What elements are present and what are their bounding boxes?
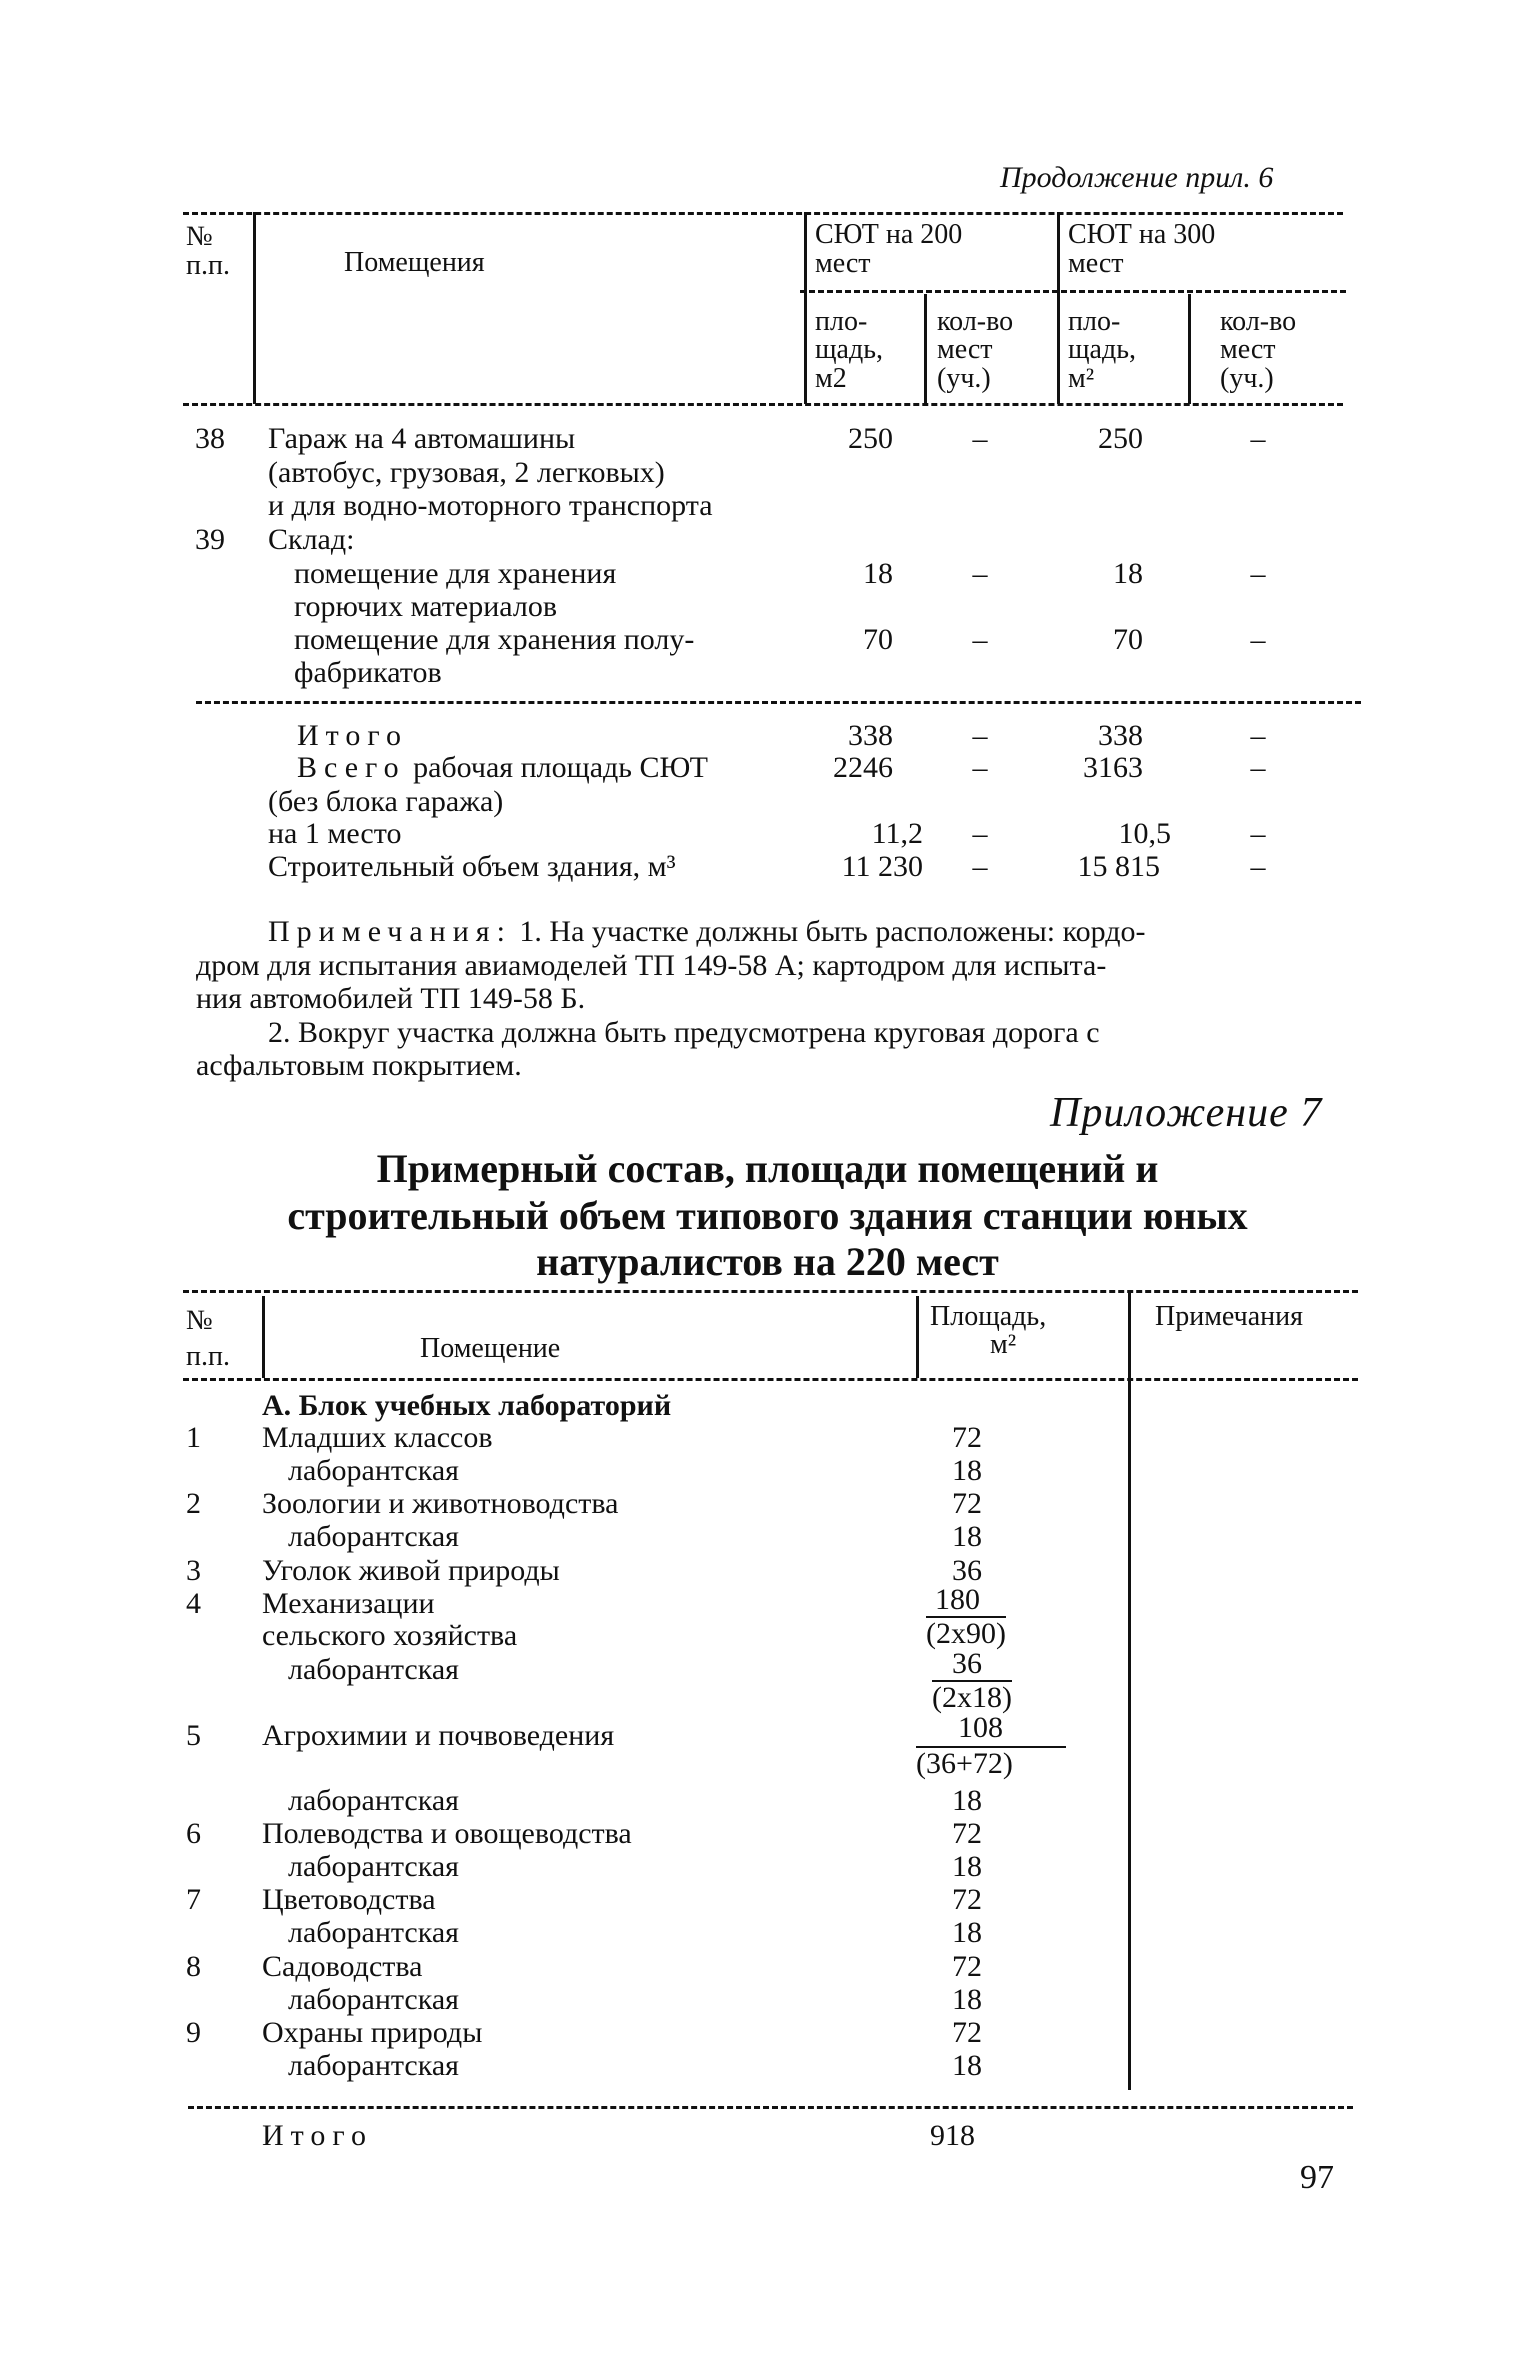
table1-header-seats300-3: (уч.) bbox=[1220, 363, 1274, 394]
table1-row-num: 38 bbox=[195, 422, 225, 455]
table2-row-name: Младших классов bbox=[262, 1421, 493, 1454]
table2-row-area: 18 bbox=[952, 1520, 982, 1553]
table1-total-seats200: – bbox=[972, 719, 988, 752]
notes-line: Примечания: 1. На участке должны быть расположены: кордо- bbox=[268, 915, 1146, 948]
table1-row-seats200: – bbox=[972, 422, 988, 455]
table1-row-num: 39 bbox=[195, 523, 225, 556]
table2-total-value: 918 bbox=[930, 2119, 975, 2152]
table1-row-area300: 250 bbox=[1098, 422, 1143, 455]
table1-header-num2: п.п. bbox=[186, 250, 230, 281]
table1-row-name: помещение для хранения bbox=[294, 557, 617, 590]
table1-totals-rule bbox=[196, 701, 1361, 704]
table2-row-name: сельского хозяйства bbox=[262, 1619, 518, 1652]
table2-header-num2: п.п. bbox=[186, 1341, 230, 1372]
table1-header-seats300-2: мест bbox=[1220, 334, 1276, 365]
table1-header-area-3: м2 bbox=[815, 363, 847, 394]
table2-bottom-rule bbox=[188, 2106, 1353, 2109]
table2-row-name: Механизации bbox=[262, 1587, 435, 1620]
table1-header-area-2: щадь, bbox=[815, 334, 884, 365]
table2-header-bottom-rule bbox=[183, 1378, 1358, 1381]
table2-row-name: лаборантская bbox=[288, 1983, 459, 2016]
table2-row-area: 72 bbox=[952, 1487, 982, 1520]
table2-header-area: Площадь, bbox=[930, 1301, 1047, 1332]
table2-header-room: Помещение bbox=[420, 1333, 561, 1364]
continuation-header: Продолжение прил. 6 bbox=[1000, 161, 1274, 194]
table1-total-area200: 338 bbox=[848, 719, 893, 752]
table1-row-seats200: – bbox=[972, 623, 988, 656]
table2-row-area: 72 bbox=[952, 1817, 982, 1850]
table2-row-name: Зоологии и животноводства bbox=[262, 1487, 619, 1520]
table1-total-workarea-300: 3163 bbox=[1083, 751, 1143, 784]
table1-row-seats200: – bbox=[972, 557, 988, 590]
table2-row-area: 180 bbox=[935, 1583, 980, 1616]
table2-row-area: 108 bbox=[958, 1711, 1003, 1744]
table1-header-area300-3: м² bbox=[1068, 363, 1095, 394]
table2-total-label: Итого bbox=[262, 2119, 373, 2152]
table2-row-area: 72 bbox=[952, 2016, 982, 2049]
table2-row-name: лаборантская bbox=[288, 1916, 459, 1949]
page-number: 97 bbox=[1300, 2159, 1334, 2196]
table1-total-workarea-200: 2246 bbox=[833, 751, 893, 784]
table2-header-area-unit: м² bbox=[990, 1329, 1017, 1360]
table1-col-divider bbox=[1188, 294, 1191, 404]
table2-row-area: 72 bbox=[952, 1883, 982, 1916]
table1-header-seats: кол-во bbox=[937, 306, 1014, 337]
table1-header-num: № bbox=[186, 221, 213, 252]
table2-header-num: № bbox=[186, 1305, 213, 1336]
table1-subheader-rule bbox=[800, 290, 1346, 293]
table1-total-seats300: – bbox=[1250, 719, 1266, 752]
table1-header-seats-2: мест bbox=[937, 334, 993, 365]
table2-row-num: 4 bbox=[186, 1587, 201, 1620]
table1-row-name: горючих материалов bbox=[294, 590, 557, 623]
table2-row-area: 18 bbox=[952, 2049, 982, 2082]
notes-line: ния автомобилей ТП 149-58 Б. bbox=[196, 982, 586, 1015]
table1-total-workarea-seats300: – bbox=[1250, 751, 1266, 784]
table1-row-name: помещение для хранения полу- bbox=[294, 623, 695, 656]
table2-row-name: лаборантская bbox=[288, 2049, 459, 2082]
table2-row-name: Охраны природы bbox=[262, 2016, 483, 2049]
table1-row-area200: 18 bbox=[863, 557, 893, 590]
table2-row-area: 36 bbox=[952, 1554, 982, 1587]
table2-row-name: Агрохимии и почвоведения bbox=[262, 1719, 615, 1752]
table1-header-sut200-2: мест bbox=[815, 248, 871, 279]
table2-row-num: 1 bbox=[186, 1421, 201, 1454]
table1-header-area: пло- bbox=[815, 306, 868, 337]
table1-header-sut300-2: мест bbox=[1068, 248, 1124, 279]
table2-row-area: 72 bbox=[952, 1421, 982, 1454]
table1-top-rule bbox=[183, 212, 1343, 215]
table2-row-num: 2 bbox=[186, 1487, 201, 1520]
table2-col-divider bbox=[262, 1296, 265, 1378]
table1-header-bottom-rule bbox=[183, 403, 1343, 406]
table2-row-area: 18 bbox=[952, 1850, 982, 1883]
table1-row-name: Склад: bbox=[268, 523, 355, 556]
table1-volume-seats200: – bbox=[972, 850, 988, 883]
table2-row-num: 7 bbox=[186, 1883, 201, 1916]
table1-total-workarea-seats200: – bbox=[972, 751, 988, 784]
table2-row-name: Садоводства bbox=[262, 1950, 423, 1983]
table1-header-area300: пло- bbox=[1068, 306, 1121, 337]
table1-row-seats300: – bbox=[1250, 623, 1266, 656]
table1-volume-label: Строительный объем здания, м³ bbox=[268, 850, 676, 883]
table1-header-seats-3: (уч.) bbox=[937, 363, 991, 394]
table1-volume-200: 11 230 bbox=[841, 850, 923, 883]
table1-row-area300: 70 bbox=[1113, 623, 1143, 656]
table2-row-num: 8 bbox=[186, 1950, 201, 1983]
table1-col-divider bbox=[1057, 212, 1060, 404]
table2-row-name: лаборантская bbox=[288, 1454, 459, 1487]
table2-row-name: Цветоводства bbox=[262, 1883, 436, 1916]
table1-volume-seats300: – bbox=[1250, 850, 1266, 883]
table2-row-name: лаборантская bbox=[288, 1784, 459, 1817]
table1-row-name: (автобус, грузовая, 2 легковых) bbox=[268, 456, 665, 489]
table2-col-divider bbox=[1128, 1290, 1131, 2090]
table2-row-area: 36 bbox=[952, 1647, 982, 1680]
title-line: натуралистов на 220 мест bbox=[536, 1239, 999, 1284]
table2-row-num: 5 bbox=[186, 1719, 201, 1752]
table1-header-seats300: кол-во bbox=[1220, 306, 1297, 337]
title-line: строительный объем типового здания станции юных bbox=[287, 1193, 1248, 1238]
table2-row-num: 9 bbox=[186, 2016, 201, 2049]
table1-per-seat-seats200: – bbox=[972, 817, 988, 850]
table1-per-seat-200: 11,2 bbox=[871, 817, 923, 850]
table2-row-name: Уголок живой природы bbox=[262, 1554, 560, 1587]
table2-row-area-fraction: (2x90) bbox=[926, 1617, 1006, 1650]
notes-line: дром для испытания авиамоделей ТП 149-58 А; картодром для испыта- bbox=[196, 949, 1107, 982]
table2-header-notes: Примечания bbox=[1155, 1301, 1304, 1332]
table1-row-name: фабрикатов bbox=[294, 656, 442, 689]
table1-row-seats300: – bbox=[1250, 557, 1266, 590]
table2-row-area: 72 bbox=[952, 1950, 982, 1983]
table1-header-sut300: СЮТ на 300 bbox=[1068, 219, 1216, 250]
table1-header-sut200: СЮТ на 200 bbox=[815, 219, 963, 250]
table1-per-seat-300: 10,5 bbox=[1118, 817, 1171, 850]
table1-row-area200: 250 bbox=[848, 422, 893, 455]
table1-total-label: Итого bbox=[297, 719, 408, 752]
table1-header-rooms: Помещения bbox=[344, 247, 485, 278]
table2-section-title: А. Блок учебных лабораторий bbox=[262, 1389, 672, 1422]
table2-row-area: 18 bbox=[952, 1916, 982, 1949]
table2-top-rule bbox=[183, 1290, 1358, 1293]
table1-header-area300-2: щадь, bbox=[1068, 334, 1137, 365]
table1-total-workarea-label: Всего рабочая площадь СЮТ bbox=[297, 751, 708, 784]
table1-row-name: Гараж на 4 автомашины bbox=[268, 422, 576, 455]
notes-line: асфальтовым покрытием. bbox=[196, 1049, 522, 1082]
table2-row-area-fraction: (2x18) bbox=[932, 1681, 1012, 1714]
table1-row-area200: 70 bbox=[863, 623, 893, 656]
appendix-label: Приложение 7 bbox=[1050, 1090, 1323, 1136]
title-line: Примерный состав, площади помещений и bbox=[376, 1146, 1159, 1191]
table1-row-seats300: – bbox=[1250, 422, 1266, 455]
table2-row-name: лаборантская bbox=[288, 1520, 459, 1553]
table1-row-area300: 18 bbox=[1113, 557, 1143, 590]
table1-col-divider bbox=[253, 212, 256, 404]
notes-line: 2. Вокруг участка должна быть предусмотрена круговая дорога с bbox=[268, 1016, 1100, 1049]
table1-per-seat-seats300: – bbox=[1250, 817, 1266, 850]
table2-col-divider bbox=[916, 1296, 919, 1378]
table2-row-area: 18 bbox=[952, 1983, 982, 2016]
table2-row-name: Полеводства и овощеводства bbox=[262, 1817, 632, 1850]
table2-row-name: лаборантская bbox=[288, 1850, 459, 1883]
table2-row-name: лаборантская bbox=[288, 1653, 459, 1686]
table2-row-area: 18 bbox=[952, 1784, 982, 1817]
table1-col-divider bbox=[924, 294, 927, 404]
table1-volume-300: 15 815 bbox=[1077, 850, 1160, 883]
table1-per-seat-label: на 1 место bbox=[268, 817, 402, 850]
table1-total-note: (без блока гаража) bbox=[268, 785, 504, 818]
table1-total-area300: 338 bbox=[1098, 719, 1143, 752]
table2-row-area-fraction: (36+72) bbox=[916, 1746, 1066, 1780]
table1-row-name: и для водно-моторного транспорта bbox=[268, 489, 713, 522]
table2-row-area: 18 bbox=[952, 1454, 982, 1487]
table2-row-num: 6 bbox=[186, 1817, 201, 1850]
table2-row-num: 3 bbox=[186, 1554, 201, 1587]
table1-col-divider bbox=[804, 212, 807, 404]
